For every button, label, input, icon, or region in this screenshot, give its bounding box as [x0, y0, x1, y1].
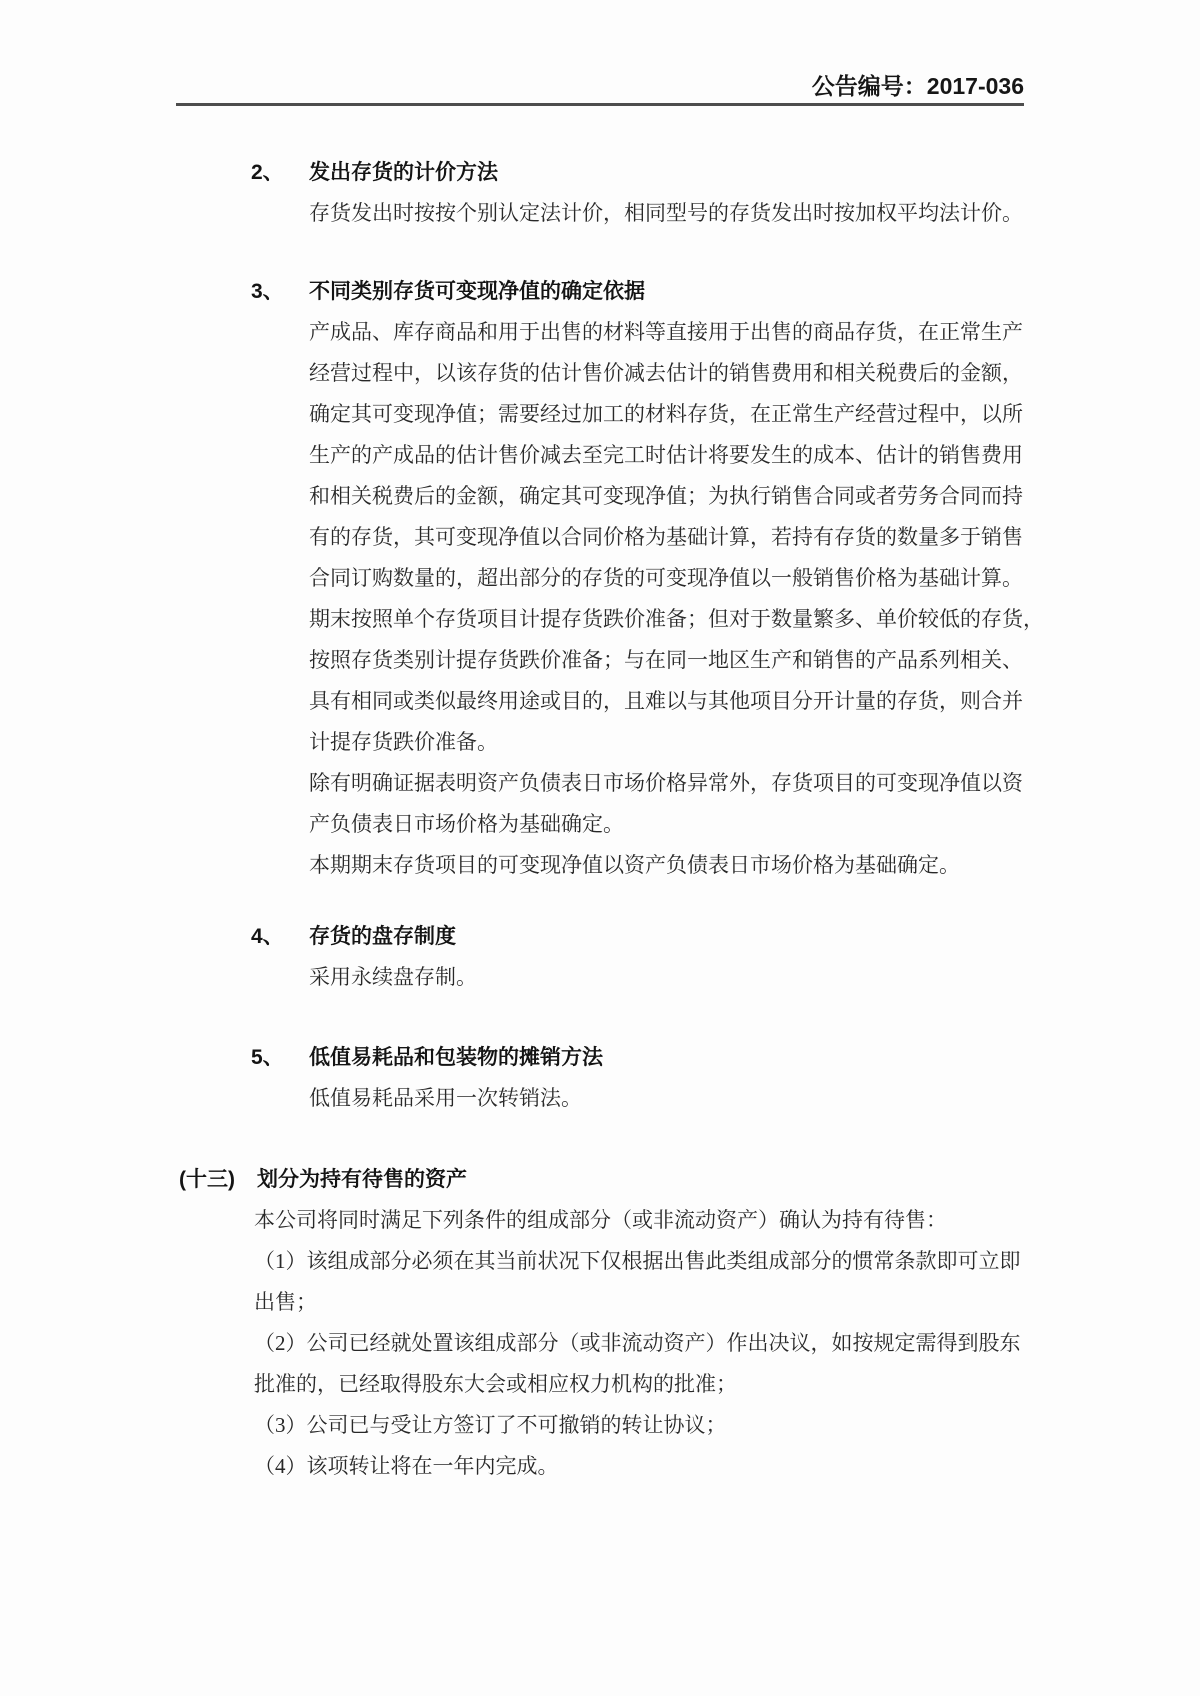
paragraph-line: 和相关税费后的金额，确定其可变现净值；为执行销售合同或者劳务合同而持	[309, 484, 1023, 508]
paragraph-line: （2）公司已经就处置该组成部分（或非流动资产）作出决议，如按规定需得到股东	[254, 1331, 1021, 1355]
paragraph-line: 本公司将同时满足下列条件的组成部分（或非流动资产）确认为持有待售：	[254, 1208, 947, 1232]
section-number: 4、	[251, 925, 284, 948]
paragraph-line: 出售；	[254, 1290, 317, 1314]
paragraph-line: 期末按照单个存货项目计提存货跌价准备；但对于数量繁多、单价较低的存货，	[309, 607, 1044, 631]
paragraph-line: 经营过程中，以该存货的估计售价减去估计的销售费用和相关税费后的金额，	[309, 361, 1023, 385]
section-body	[309, 1078, 1033, 1119]
section-body	[254, 1200, 1034, 1487]
paragraph-line: 确定其可变现净值；需要经过加工的材料存货，在正常生产经营过程中，以所	[309, 402, 1023, 426]
paragraph-line: 除有明确证据表明资产负债表日市场价格异常外，存货项目的可变现净值以资	[309, 771, 1023, 795]
paragraph-line: （4）该项转让将在一年内完成。	[254, 1454, 559, 1478]
paragraph-line: 合同订购数量的，超出部分的存货的可变现净值以一般销售价格为基础计算。	[309, 566, 1023, 590]
section-title: 发出存货的计价方法	[309, 161, 498, 184]
section-title: 不同类别存货可变现净值的确定依据	[309, 280, 645, 303]
section-body	[309, 957, 1033, 998]
paragraph-line: （3）公司已与受让方签订了不可撤销的转让协议；	[254, 1413, 727, 1437]
section-body	[309, 312, 1044, 886]
section-title: 划分为持有待售的资产	[257, 1168, 467, 1191]
section-number: 3、	[251, 280, 284, 303]
paragraph-line: 生产的产成品的估计售价减去至完工时估计将要发生的成本、估计的销售费用	[309, 443, 1023, 467]
paragraph-line: 采用永续盘存制。	[309, 965, 477, 989]
header-rule	[176, 103, 1024, 106]
section-body	[309, 193, 1033, 234]
section-title: 存货的盘存制度	[309, 925, 456, 948]
paragraph-line: 产负债表日市场价格为基础确定。	[309, 812, 624, 836]
paragraph-line: 具有相同或类似最终用途或目的，且难以与其他项目分开计量的存货，则合并	[309, 689, 1023, 713]
paragraph-line: （1）该组成部分必须在其当前状况下仅根据出售此类组成部分的惯常条款即可立即	[254, 1249, 1021, 1273]
section-number: 5、	[251, 1046, 284, 1069]
paragraph-line: 低值易耗品采用一次转销法。	[309, 1086, 582, 1110]
paragraph-line: 本期期末存货项目的可变现净值以资产负债表日市场价格为基础确定。	[309, 853, 960, 877]
paragraph-line: 有的存货，其可变现净值以合同价格为基础计算，若持有存货的数量多于销售	[309, 525, 1023, 549]
paragraph-line: 按照存货类别计提存货跌价准备；与在同一地区生产和销售的产品系列相关、	[309, 648, 1023, 672]
paragraph-line: 产成品、库存商品和用于出售的材料等直接用于出售的商品存货，在正常生产	[309, 320, 1023, 344]
announcement-number: 公告编号：2017-036	[811, 73, 1024, 99]
section-title: 低值易耗品和包装物的摊销方法	[309, 1046, 603, 1069]
section-number: (十三)	[179, 1168, 235, 1191]
paragraph-line: 存货发出时按按个别认定法计价，相同型号的存货发出时按加权平均法计价。	[309, 201, 1023, 225]
paragraph-line: 计提存货跌价准备。	[309, 730, 498, 754]
paragraph-line: 批准的，已经取得股东大会或相应权力机构的批准；	[254, 1372, 737, 1396]
section-number: 2、	[251, 161, 284, 184]
